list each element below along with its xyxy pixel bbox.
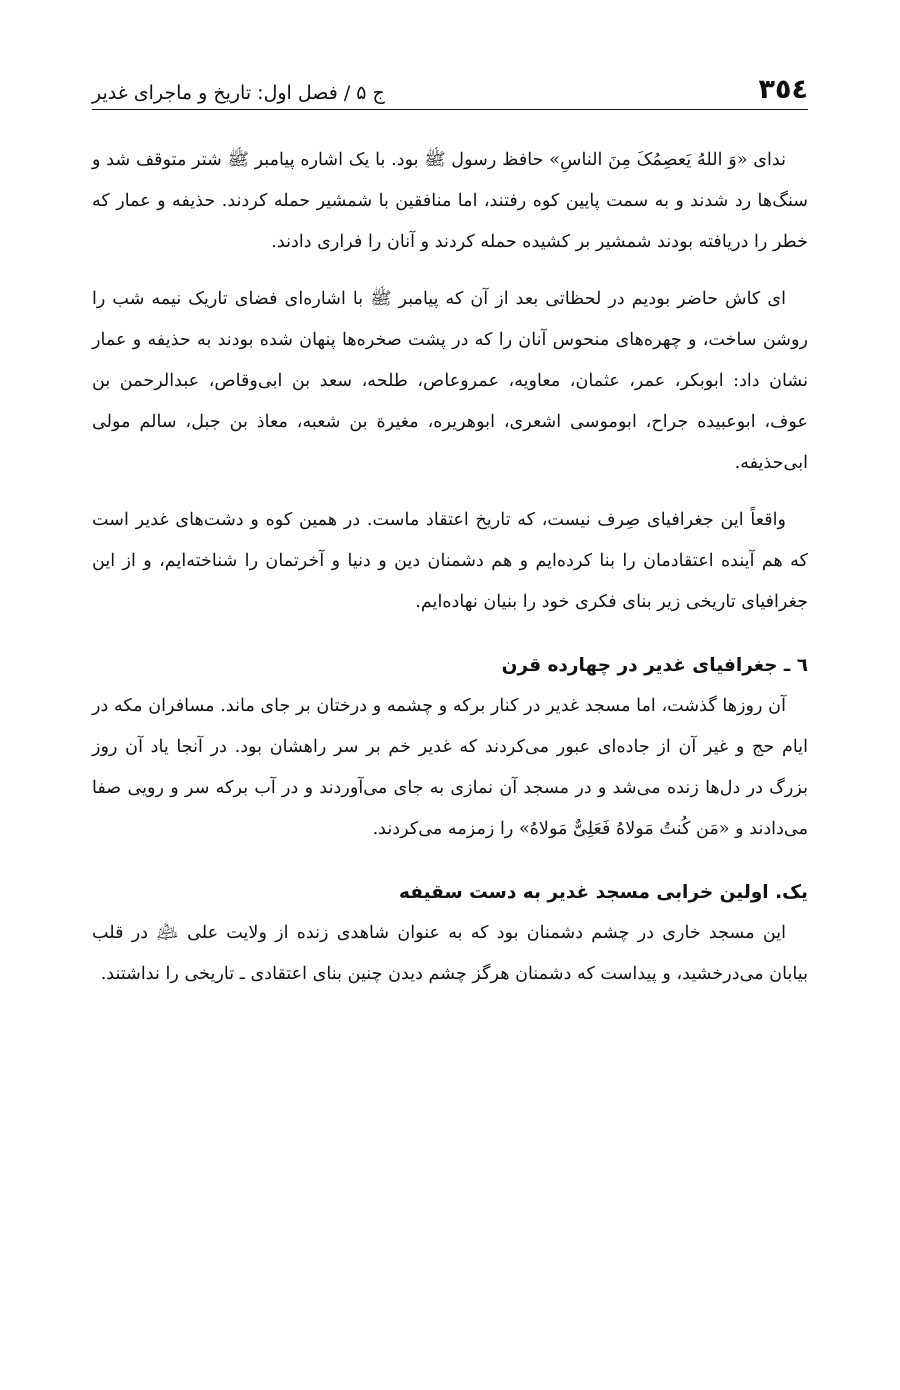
- paragraph-5: این مسجد خاری در چشم دشمنان بود که به عنوان شاهدی زنده از ولایت علی ﵇ در قلب بیابان می‌درخشید، و پیداست که دشمنان هرگز چشم دیدن چنین بنای اعتقادی ـ تاریخی را نداشتند.: [92, 923, 808, 984]
- paragraph-3: واقعاً این جغرافیای صِرف نیست، که تاریخ اعتقاد ماست. در همین کوه و دشت‌های غدیر است که هم آینده اعتقادمان را بنا کرده‌ایم و هم دشمنان دین و دنیا و آخرتمان را شناخته‌ایم، و از این جغرافیای تاریخی زیر بنای فکری خود را بنیان نهاده‌ایم.: [92, 510, 808, 612]
- paragraph-2: ای کاش حاضر بودیم در لحظاتی بعد از آن که پیامبر ﷺ با اشاره‌ای فضای تاریک نیمه شب را روشن ساخت، و چهره‌های منحوس آنان را که در پشت صخره‌ها پنهان شده بودند به حذیفه و عمار نشان داد: ابوبکر، عمر، عثمان، معاویه، عمروعاص، طلحه، سعد بن ابی‌وقاص، عبدالرحمن بن عوف، ابوعبیده جراح، ابوموسی اشعری، ابوهریره، مغیرة بن شعبه، معاذ بن جبل، سالم مولی ابی‌حذیفه.: [92, 289, 808, 473]
- running-title: ج ۵ / فصل اول: تاریخ و ماجرای غدیر: [92, 82, 385, 104]
- book-page: [92, 0, 808, 1390]
- paragraph-4: آن روزها گذشت، اما مسجد غدیر در کنار برکه و چشمه و درختان بر جای ماند. مسافران مکه در ایام حج و غیر آن از جاده‌ای عبور می‌کردند که غدیر خم بر سر راهشان بود. در آنجا یاد آن روز بزرگ در دل‌ها زنده می‌شد و در مسجد آن نمازی به جای می‌آوردند و در آب برکه سر و رویی صفا می‌دادند و «مَن کُنتُ مَولاهُ فَعَلِیٌّ مَولاهُ» را زمزمه می‌کردند.: [92, 696, 808, 839]
- page-header: [92, 72, 808, 110]
- subsection-heading-1: یک. اولین خرابی مسجد غدیر به دست سقیفه: [399, 882, 808, 903]
- section-heading-6: ٦ ـ جغرافیای غدیر در چهارده قرن: [501, 655, 808, 676]
- page-body: [92, 140, 808, 995]
- page-number: ٣٥٤: [758, 74, 808, 105]
- paragraph-1: ندای «وَ اللهُ یَعصِمُکَ مِنَ الناسِ» حافظ رسول ﷺ بود. با یک اشاره پیامبر ﷺ شتر متوقف شد و سنگ‌ها رد شدند و به سمت پایین کوه رفتند، اما منافقین با شمشیر حمله کردند. حذیفه و عمار که خطر را دریافته بودند شمشیر بر کشیده حمله کردند و آنان را فراری دادند.: [92, 150, 808, 252]
